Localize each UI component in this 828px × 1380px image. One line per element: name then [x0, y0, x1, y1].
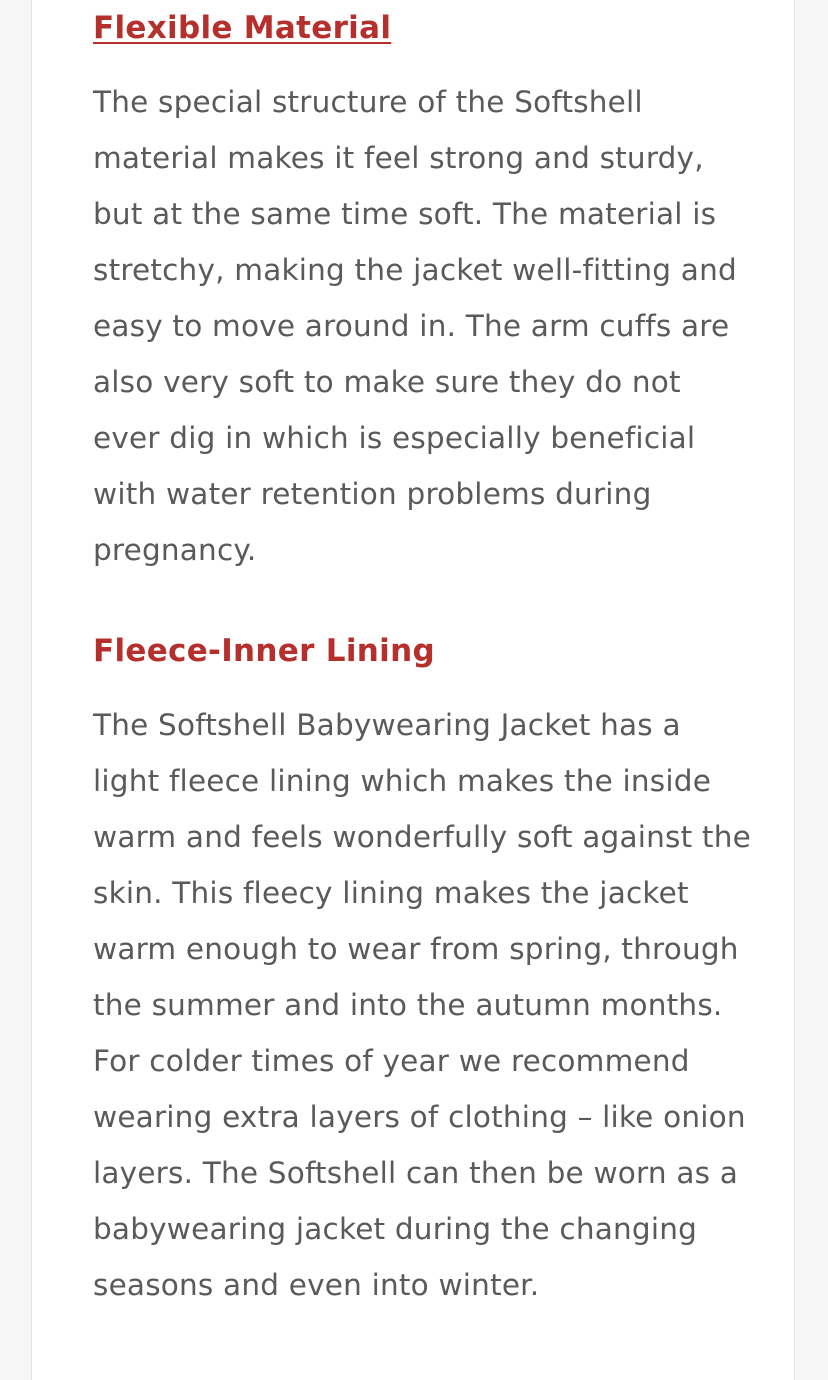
- fleece-inner-lining-heading: Fleece-Inner Lining: [93, 633, 435, 669]
- flexible-material-paragraph: The special structure of the Softshell material makes it feel strong and sturdy, but at the same time soft. The material is stretchy, making the jacket well-fitting and easy to move around in. The arm cuffs are also very soft to make sure they do not ever dig in which is especially beneficial with water retention problems during pregnancy.: [93, 85, 737, 567]
- fleece-inner-lining-paragraph: The Softshell Babywearing Jacket has a light fleece lining which makes the inside warm and feels wonderfully soft against the skin. This fleecy lining makes the jacket warm enough to wear from spring, through the summer and into the autumn months. For colder times of year we recommend wearing extra layers of clothing – like onion layers. The Softshell can then be worn as a babywearing jacket during the changing seasons and even into winter.: [93, 708, 751, 1302]
- flexible-material-heading-link[interactable]: Flexible Material: [93, 10, 392, 46]
